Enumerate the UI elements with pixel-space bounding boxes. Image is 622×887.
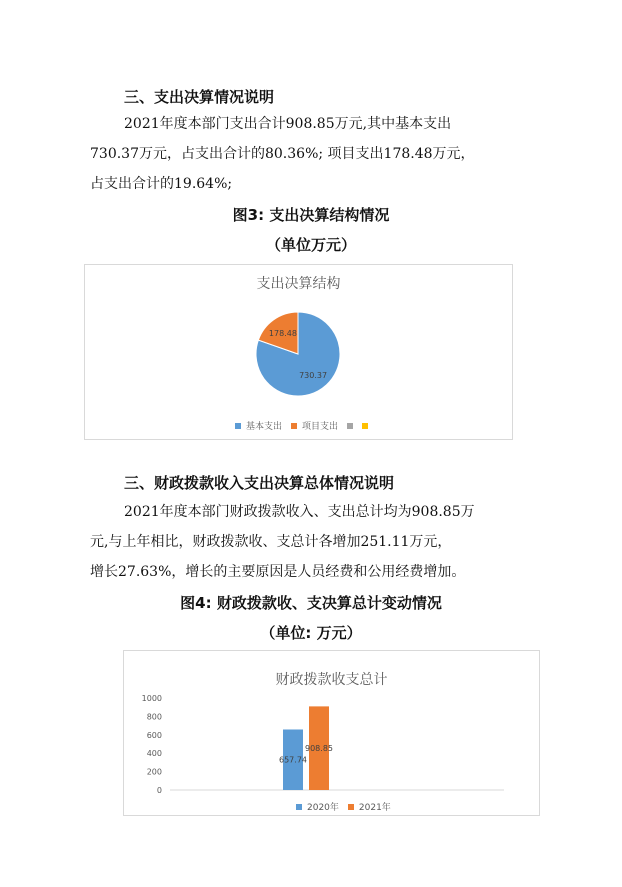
section3-line-2: 730.37万元，占支出合计的80.36%; 项目支出178.48万元，	[90, 146, 475, 162]
section4-line-3: 增长27.63%，增长的主要原因是人员经费和公用经费增加。	[90, 564, 466, 580]
y-tick-label-3: 600	[146, 730, 162, 740]
pie-chart-box	[84, 264, 513, 440]
figure4-unit: （单位: 万元）	[260, 624, 362, 642]
bar-data-label-1: 908.85	[305, 744, 333, 754]
y-tick-label-5: 1000	[141, 694, 162, 703]
bar-chart-title: 财政拨款收支总计	[275, 672, 388, 688]
legend-label-2020: 2020年	[307, 803, 339, 813]
legend-swatch-2020	[296, 804, 302, 810]
section3-line-3: 占支出合计的19.64%;	[90, 176, 233, 192]
pie-chart-title: 支出决算结构	[256, 276, 341, 292]
legend-swatch-project	[291, 423, 297, 429]
bar-chart-svg	[124, 651, 539, 815]
section4-line-2: 元,与上年相比，财政拨款收、支总计各增加251.11万元，	[90, 534, 452, 550]
pie-data-label-1: 178.48	[268, 328, 297, 338]
legend-swatch-gray	[347, 423, 353, 429]
figure4-title: 图4: 财政拨款收、支决算总计变动情况	[180, 594, 442, 612]
legend-swatch-2021	[348, 804, 354, 810]
y-tick-label-1: 200	[146, 767, 162, 777]
legend-label-2021: 2021年	[358, 803, 391, 813]
figure3-unit: （单位万元）	[265, 236, 356, 254]
section3-line-1: 2021年度本部门支出合计908.85万元,其中基本支出	[124, 116, 452, 132]
bar-chart-box	[123, 650, 540, 816]
y-tick-label-0: 0	[156, 786, 162, 795]
legend-label-basic: 基本支出	[246, 422, 283, 432]
bar-legend	[296, 800, 391, 813]
section4-heading: 三、财政拨款收入支出决算总体情况说明	[124, 474, 395, 492]
legend-swatch-basic	[235, 423, 241, 429]
figure3-title: 图3: 支出决算结构情况	[232, 206, 390, 224]
pie-legend	[235, 419, 368, 432]
section4-line-1: 2021年度本部门财政拨款收入、支出总计均为908.85万	[124, 504, 475, 520]
pie-data-label-0: 730.37	[299, 371, 328, 381]
y-tick-label-4: 800	[146, 712, 162, 722]
section3-heading: 三、支出决算情况说明	[124, 88, 275, 106]
legend-label-project: 项目支出	[302, 422, 339, 432]
legend-swatch-yellow	[362, 423, 368, 429]
y-tick-label-2: 400	[146, 749, 162, 759]
pie-chart-svg	[85, 265, 512, 439]
bar-data-label-0: 657.74	[279, 755, 307, 765]
